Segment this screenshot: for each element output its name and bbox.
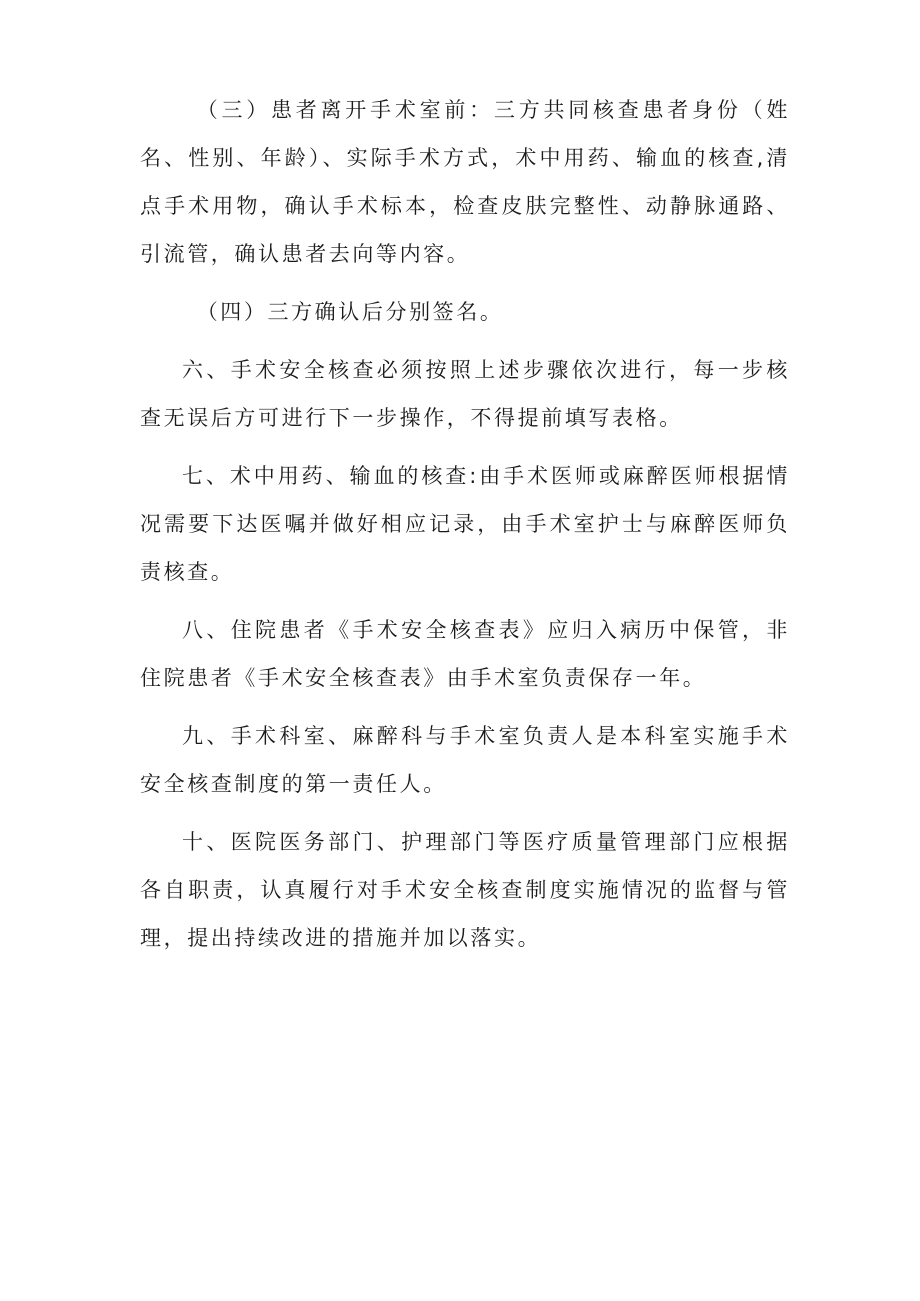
document-body	[140, 86, 790, 972]
paragraph-patient-leaving-check: （三）患者离开手术室前：三方共同核查患者身份（姓名、性别、年龄）、实际手术方式，术中用药、输血的核查,清点手术用物，确认手术标本，检查皮肤完整性、动静脉通路、引流管，确认患者去向等内容。	[140, 98, 790, 266]
paragraph-item-ten: 十、医院医务部门、护理部门等医疗质量管理部门应根据各自职责，认真履行对手术安全核查制度实施情况的监督与管理，提出持续改进的措施并加以落实。	[140, 830, 790, 950]
paragraph-signatures: （四）三方确认后分别签名。	[196, 300, 504, 324]
paragraph-item-nine: 九、手术科室、麻醉科与手术室负责人是本科室实施手术安全核查制度的第一责任人。	[140, 724, 790, 796]
paragraph-item-seven: 七、术中用药、输血的核查:由手术医师或麻醉医师根据情况需要下达医嘱并做好相应记录，由手术室护士与麻醉医师负责核查。	[140, 464, 790, 584]
paragraph-item-eight: 八、住院患者《手术安全核查表》应归入病历中保管，非住院患者《手术安全核查表》由手术室负责保存一年。	[140, 618, 790, 690]
paragraph-item-six: 六、手术安全核查必须按照上述步骤依次进行，每一步核查无误后方可进行下一步操作，不得提前填写表格。	[140, 358, 790, 430]
